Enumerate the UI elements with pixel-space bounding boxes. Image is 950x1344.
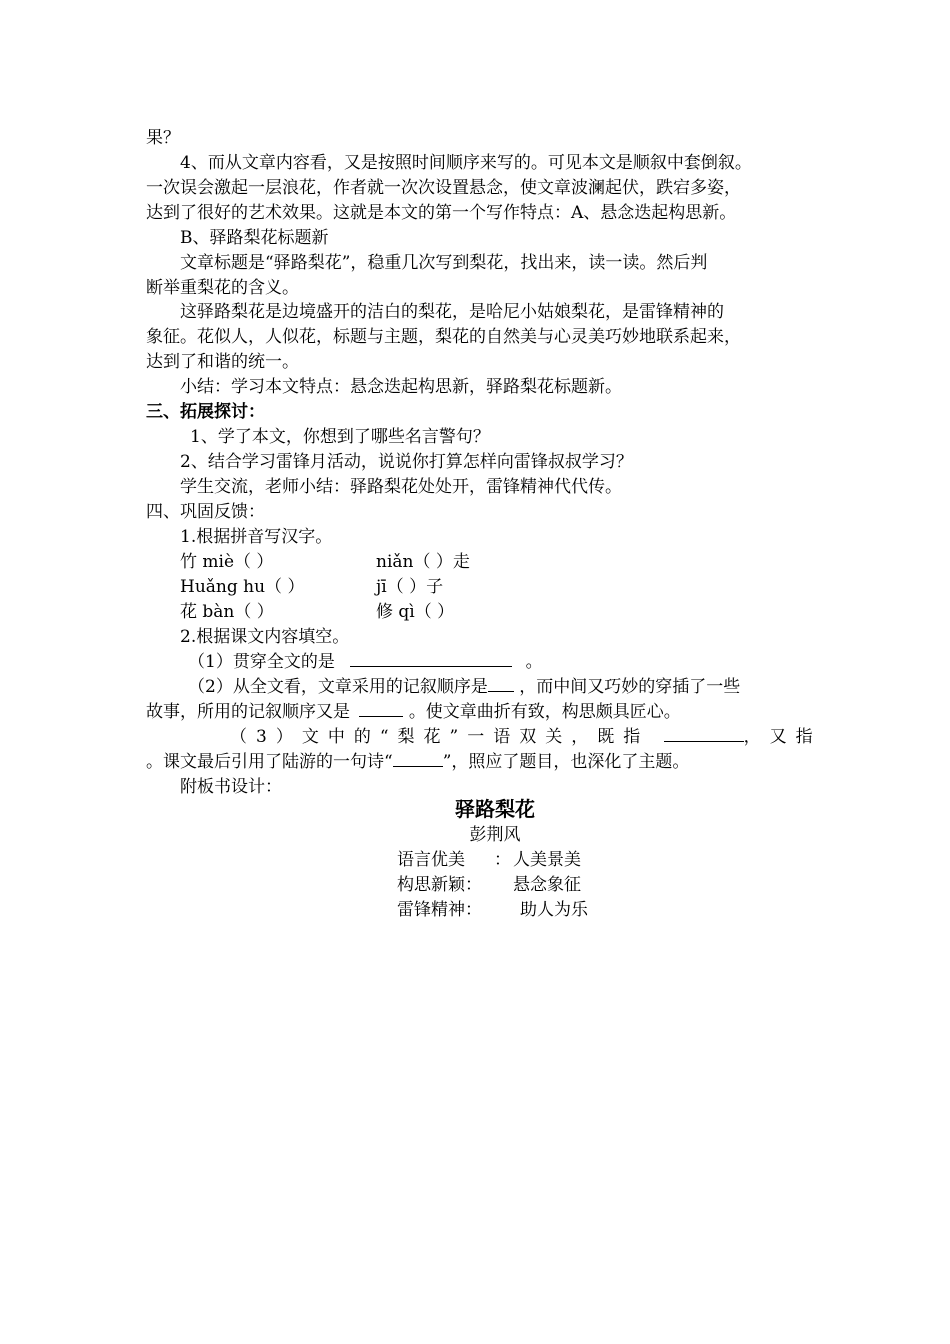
fill-line — [188, 650, 853, 674]
fill-line — [146, 700, 811, 724]
section-heading: 三、拓展探讨： — [146, 402, 265, 422]
paragraph-line: 达到了和谐的统一。 — [146, 352, 299, 372]
summary-line: 学生交流，老师小结：驿路梨花处处开，雷锋精神代代传。 — [180, 477, 622, 497]
task-line: 1.根据拼音写汉字。 — [180, 527, 333, 547]
board-row-right: 悬念象征 — [513, 875, 581, 895]
fill-text: 。课文最后引用了陆游的一句诗“ — [146, 752, 393, 772]
fill-text: 。使文章曲折有致，构思颇具匠心。 — [408, 702, 681, 722]
pinyin-item: 竹 miè（ ） — [180, 552, 274, 572]
question-line: 2、结合学习雷锋月活动，说说你打算怎样向雷锋叔叔学习？ — [180, 452, 633, 472]
pinyin-item: 花 bàn（ ） — [180, 602, 274, 622]
paragraph-line: 果？ — [146, 128, 180, 148]
paragraph-line: 文章标题是“驿路梨花”，稳重几次写到梨花，找出来，读一读。然后判 — [180, 253, 708, 273]
board-title: 驿路梨花 — [455, 797, 535, 821]
paragraph-line: 这驿路梨花是边境盛开的洁白的梨花，是哈尼小姑娘梨花，是雷锋精神的 — [180, 302, 724, 322]
board-row-sep: ： — [494, 850, 511, 870]
answer-blank[interactable] — [664, 725, 744, 742]
fill-line — [146, 750, 811, 774]
fill-text: ，又指 — [743, 727, 822, 747]
answer-blank[interactable] — [488, 675, 514, 692]
fill-text: （2）从全文看，文章采用的记叙顺序是 — [188, 677, 488, 697]
question-line: 1、学了本文，你想到了哪些名言警句？ — [190, 427, 490, 447]
paragraph-line: 一次误会激起一层浪花，作者就一次次设置悬念，使文章波澜起伏，跌宕多姿， — [146, 178, 741, 198]
section-heading: 四、巩固反馈： — [146, 502, 265, 522]
pinyin-item: 修 qì（ ） — [376, 602, 455, 622]
paragraph-line: 达到了很好的艺术效果。这就是本文的第一个写作特点：A、悬念迭起构思新。 — [146, 203, 737, 223]
paragraph-line: 4、而从文章内容看，又是按照时间顺序来写的。可见本文是顺叙中套倒叙。 — [180, 153, 752, 173]
board-row-left: 构思新颖： — [397, 875, 482, 895]
fill-line — [230, 725, 895, 749]
fill-text: （1）贯穿全文的是 — [188, 652, 335, 672]
task-line: 2.根据课文内容填空。 — [180, 627, 350, 647]
pinyin-item: niǎn（ ）走 — [376, 552, 470, 572]
answer-blank[interactable] — [350, 650, 512, 667]
pinyin-item: Huǎng hu（ ） — [180, 577, 305, 597]
paragraph-line: 象征。花似人，人似花，标题与主题，梨花的自然美与心灵美巧妙地联系起来， — [146, 327, 741, 347]
fill-text: 故事，所用的记叙顺序又是 — [146, 702, 350, 722]
fill-text: 。 — [525, 652, 543, 672]
fill-line — [188, 675, 853, 699]
paragraph-line: 断举重梨花的含义。 — [146, 278, 299, 298]
board-author: 彭荆风 — [469, 825, 521, 845]
board-row-left: 语言优美 — [397, 850, 465, 870]
board-row-left: 雷锋精神： — [397, 900, 482, 920]
pinyin-item: jī（ ）子 — [376, 577, 444, 597]
answer-blank[interactable] — [359, 700, 403, 717]
fill-text: ，而中间又巧妙的穿插了一些 — [519, 677, 741, 697]
paragraph-line: 小结：学习本文特点：悬念迭起构思新，驿路梨花标题新。 — [180, 377, 622, 397]
board-row-right: 助人为乐 — [520, 900, 588, 920]
answer-blank[interactable] — [393, 750, 443, 767]
board-intro: 附板书设计： — [180, 777, 282, 797]
fill-text: （3）文中的“梨花”一语双关，既指 — [230, 727, 650, 747]
board-row-right: 人美景美 — [513, 850, 581, 870]
fill-text: ”，照应了题目，也深化了主题。 — [442, 752, 690, 772]
paragraph-line: B、驿路梨花标题新 — [180, 228, 329, 248]
